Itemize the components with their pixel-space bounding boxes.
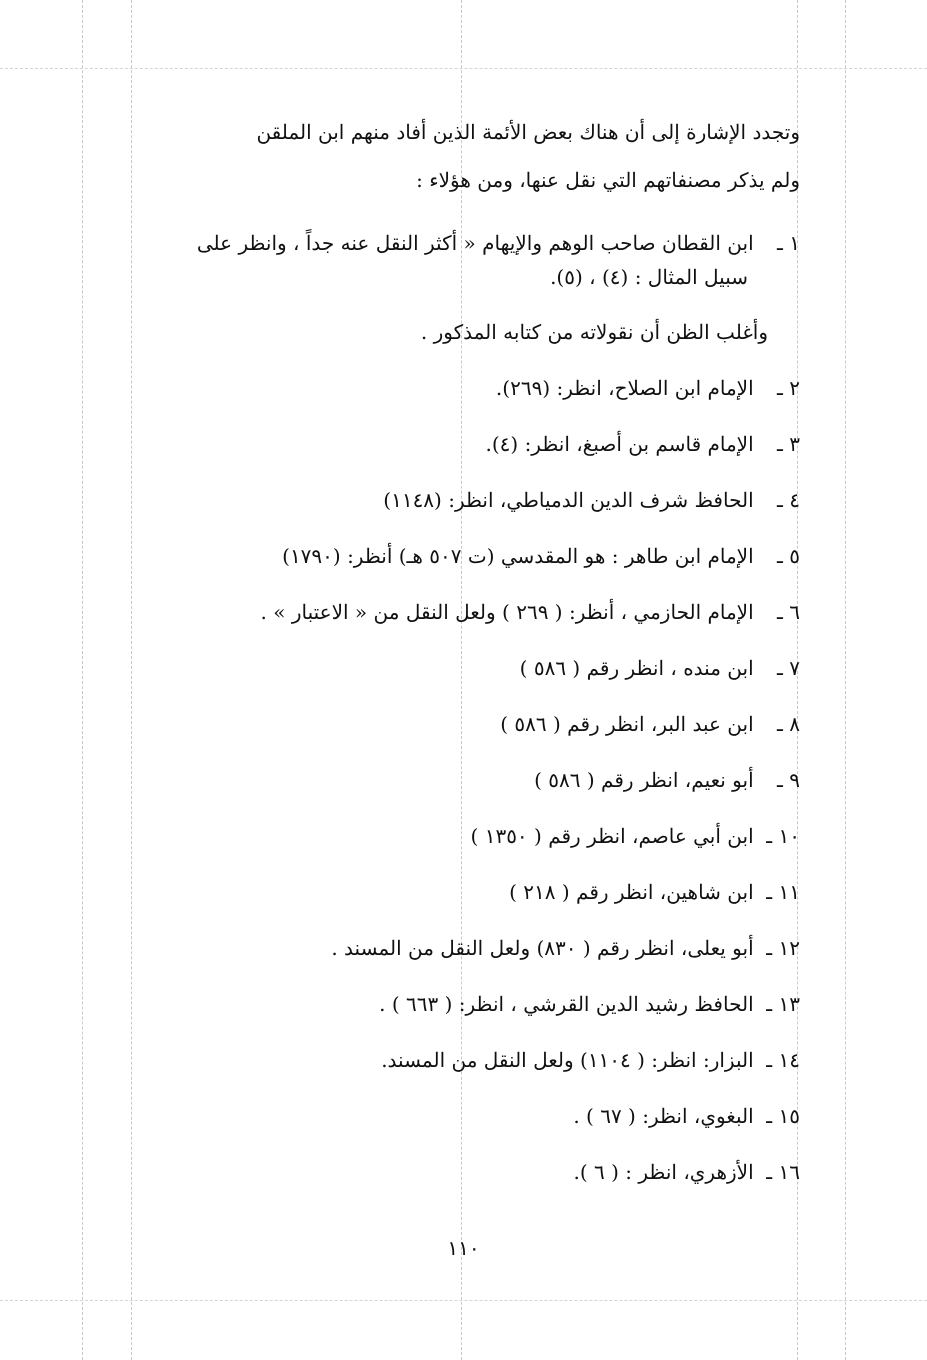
list-item [80, 864, 820, 920]
item-number: ١٥ ـ [766, 1104, 800, 1128]
item-text: الإمام ابن طاهر : هو المقدسي (ت ٥٠٧ هـ) أنظر: (١٧٩٠) [282, 544, 754, 568]
intro-line: ولم يذكر مصنفاتهم التي نقل عنها، ومن هؤلاء : [416, 168, 800, 192]
item-number: ١٦ ـ [766, 1160, 800, 1184]
list-item [80, 752, 820, 808]
item-number: ١٠ ـ [766, 824, 800, 848]
list-item [80, 1144, 820, 1200]
list-item [80, 640, 820, 696]
intro-line: وتجدد الإشارة إلى أن هناك بعض الأئمة الذين أفاد منهم ابن الملقن [256, 120, 800, 144]
list-item [80, 226, 820, 294]
item-number: ١١ ـ [766, 880, 800, 904]
list-item [80, 360, 820, 416]
item-text: البزار: انظر: ( ١١٠٤) ولعل النقل من المسند. [381, 1048, 754, 1072]
list-item [80, 976, 820, 1032]
item-number: ٧ ـ [777, 656, 800, 680]
item-number: ٩ ـ [777, 768, 800, 792]
item-number: ٣ ـ [777, 432, 800, 456]
item-text: ابن شاهين، انظر رقم ( ٢١٨ ) [509, 880, 754, 904]
list-item [80, 808, 820, 864]
page-number: ١١٠ [447, 1236, 480, 1260]
item-note: وأغلب الظن أن نقولاته من كتابه المذكور . [420, 320, 768, 344]
item-text: ابن عبد البر، انظر رقم ( ٥٨٦ ) [500, 712, 754, 736]
list-item [80, 584, 820, 640]
list-item [80, 1088, 820, 1144]
item-number: ٢ ـ [777, 376, 800, 400]
item-text: الحافظ شرف الدين الدمياطي، انظر: (١١٤٨) [383, 488, 754, 512]
list-item [80, 920, 820, 976]
item-text-continuation: سبيل المثال : (٤) ، (٥). [550, 265, 748, 289]
item-number: ٥ ـ [777, 544, 800, 568]
item-text: الأزهري، انظر : ( ٦ ). [573, 1160, 754, 1184]
item-number: ١٣ ـ [766, 992, 800, 1016]
item-number: ١٤ ـ [766, 1048, 800, 1072]
item-text: أبو نعيم، انظر رقم ( ٥٨٦ ) [534, 768, 754, 792]
scan-guide-line [0, 68, 927, 69]
intro-paragraph [80, 108, 820, 204]
list-item [80, 472, 820, 528]
list-item [80, 696, 820, 752]
item-text: الحافظ رشيد الدين القرشي ، انظر: ( ٦٦٣ ) . [379, 992, 754, 1016]
scan-guide-line [845, 0, 846, 1360]
item-number: ٦ ـ [777, 600, 800, 624]
item-text: البغوي، انظر: ( ٦٧ ) . [573, 1104, 754, 1128]
item-text: الإمام ابن الصلاح، انظر: (٢٦٩). [495, 376, 754, 400]
list-item [80, 528, 820, 584]
item-text: ابن أبي عاصم، انظر رقم ( ١٣٥٠ ) [470, 824, 754, 848]
page-body [80, 108, 820, 1200]
scan-guide-line [0, 1300, 927, 1301]
item-text: ابن القطان صاحب الوهم والإيهام « أكثر النقل عنه جداً ، وانظر على [196, 231, 754, 255]
item-text: أبو يعلى، انظر رقم ( ٨٣٠) ولعل النقل من المسند . [331, 936, 754, 960]
list-item-line [80, 226, 800, 260]
item-number: ١٢ ـ [766, 936, 800, 960]
list-item [80, 1032, 820, 1088]
list-item [80, 416, 820, 472]
item-number: ٤ ـ [777, 488, 800, 512]
item-text: الإمام الحازمي ، أنظر: ( ٢٦٩ ) ولعل النقل من « الاعتبار » . [260, 600, 754, 624]
item-number: ١ ـ [777, 231, 800, 255]
item-number: ٨ ـ [777, 712, 800, 736]
item-text: ابن منده ، انظر رقم ( ٥٨٦ ) [519, 656, 754, 680]
item-text: الإمام قاسم بن أصبغ، انظر: (٤). [485, 432, 754, 456]
